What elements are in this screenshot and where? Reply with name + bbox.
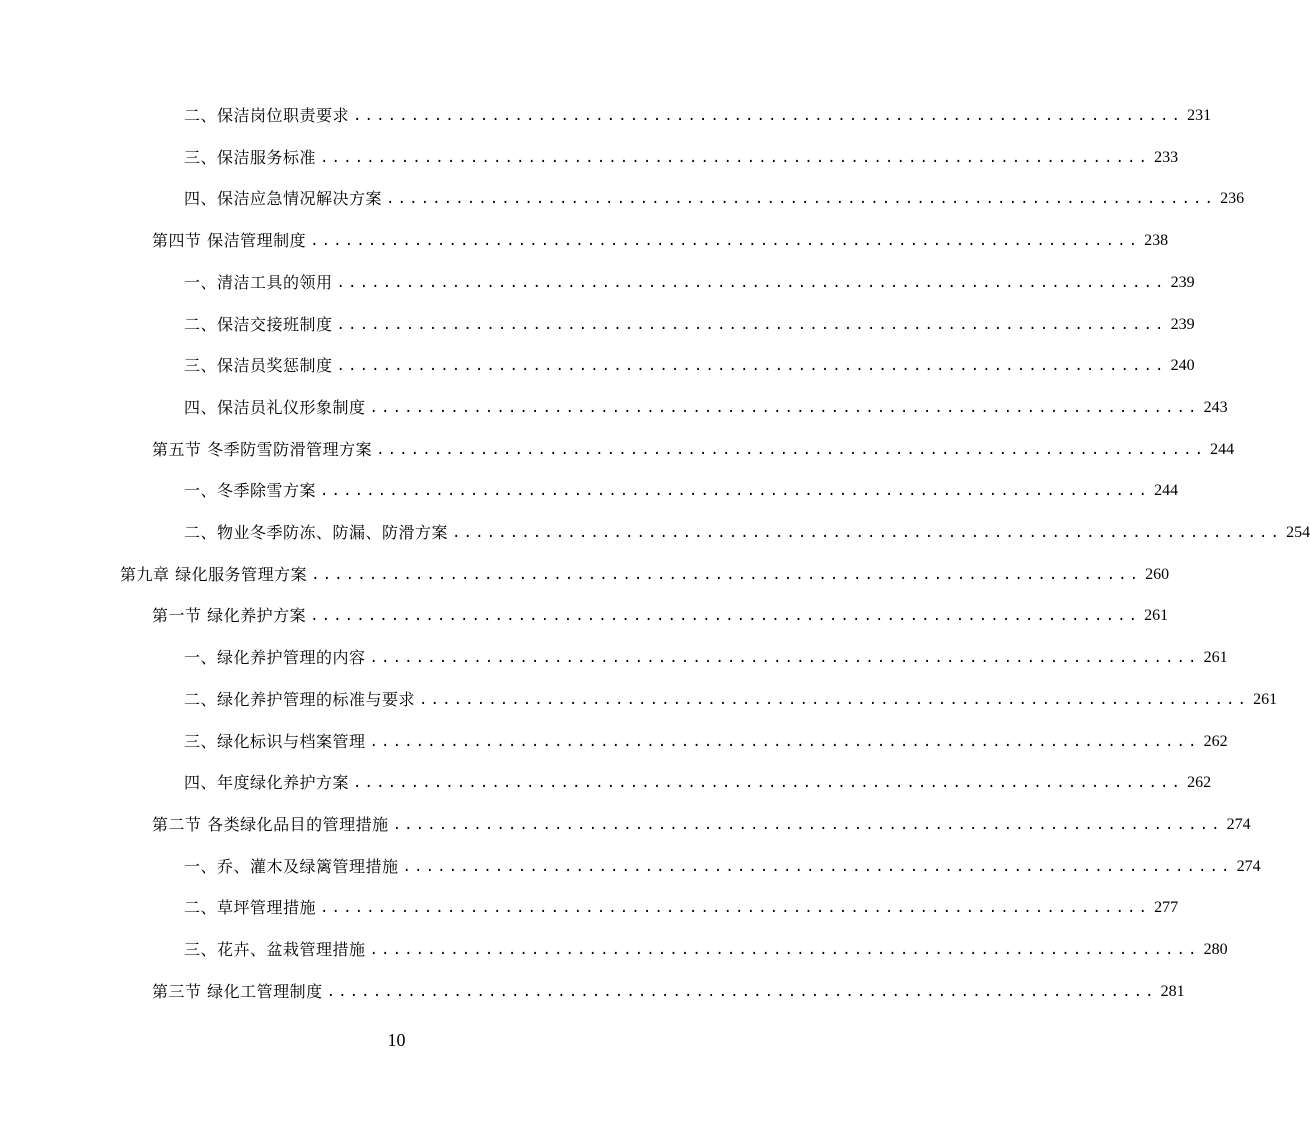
dot-leader: ........................................................................ bbox=[320, 483, 1151, 500]
toc-entry-title: 第四节 保洁管理制度 bbox=[152, 231, 307, 251]
toc-entry-title: 第五节 冬季防雪防滑管理方案 bbox=[152, 439, 373, 459]
dot-leader: ........................................................................ bbox=[419, 691, 1250, 708]
page-number: 10 bbox=[387, 1030, 406, 1050]
toc-entry-title: 第一节 绿化养护方案 bbox=[152, 606, 307, 626]
toc-entry-page: 239 bbox=[1170, 315, 1195, 333]
toc-entry-page: 280 bbox=[1203, 941, 1228, 958]
toc-entry-page: 233 bbox=[1154, 148, 1179, 166]
toc-entry-title: 三、保洁服务标准 bbox=[184, 147, 317, 167]
toc-entry[interactable] bbox=[184, 388, 1228, 428]
toc-entry-title: 三、花卉、盆栽管理措施 bbox=[184, 940, 366, 959]
dot-leader: ........................................................................ bbox=[311, 566, 1142, 583]
toc-entry-page: 244 bbox=[1210, 440, 1235, 458]
toc-entry-page: 244 bbox=[1154, 482, 1179, 500]
toc-entry-page: 274 bbox=[1226, 815, 1251, 833]
toc-entry[interactable] bbox=[184, 346, 1195, 386]
toc-entry-page: 262 bbox=[1203, 732, 1228, 750]
toc-entry-title: 二、物业冬季防冻、防漏、防滑方案 bbox=[184, 523, 449, 542]
dot-leader: ........................................................................ bbox=[392, 816, 1223, 833]
toc-entry-page: 239 bbox=[1170, 273, 1195, 291]
toc-entry-title: 二、绿化养护管理的标准与要求 bbox=[184, 689, 416, 709]
toc-entry[interactable] bbox=[184, 513, 1310, 553]
toc-entry-title: 第九章 绿化服务管理方案 bbox=[120, 564, 308, 584]
toc-entry-title: 四、年度绿化养护方案 bbox=[184, 773, 350, 793]
toc-entry-title: 四、保洁应急情况解决方案 bbox=[184, 189, 383, 209]
dot-leader: ........................................................................ bbox=[326, 983, 1157, 1000]
toc-entry[interactable] bbox=[184, 680, 1278, 720]
toc-entry-page: 231 bbox=[1187, 107, 1212, 124]
toc-entry[interactable] bbox=[184, 179, 1245, 219]
toc-entry[interactable] bbox=[152, 805, 1251, 845]
dot-leader: ........................................................................ bbox=[310, 233, 1141, 250]
dot-leader: ........................................................................ bbox=[386, 191, 1217, 208]
toc-entry[interactable] bbox=[184, 722, 1228, 762]
toc-entry-title: 三、绿化标识与档案管理 bbox=[184, 731, 366, 751]
toc-entry[interactable] bbox=[184, 638, 1228, 678]
dot-leader: ........................................................................ bbox=[369, 733, 1200, 750]
toc-entry-title: 一、绿化养护管理的内容 bbox=[184, 648, 366, 668]
toc-entry-title: 第三节 绿化工管理制度 bbox=[152, 981, 323, 1001]
dot-leader: ........................................................................ bbox=[353, 775, 1184, 792]
dot-leader: ........................................................................ bbox=[336, 274, 1167, 291]
toc-entry-title: 第二节 各类绿化品目的管理措施 bbox=[152, 814, 389, 834]
toc-entry[interactable] bbox=[152, 221, 1169, 261]
toc-entry-page: 277 bbox=[1154, 899, 1179, 917]
toc-entry[interactable] bbox=[152, 430, 1235, 470]
toc-entry-title: 二、草坪管理措施 bbox=[184, 898, 317, 918]
dot-leader: ........................................................................ bbox=[336, 358, 1167, 375]
toc-entry-page: 261 bbox=[1203, 649, 1228, 667]
toc-entry-page: 261 bbox=[1144, 607, 1169, 625]
toc-entry-page: 261 bbox=[1253, 690, 1278, 708]
dot-leader: ........................................................................ bbox=[310, 608, 1141, 625]
toc-entry-title: 二、保洁交接班制度 bbox=[184, 314, 333, 334]
toc-entry-title: 一、清洁工具的领用 bbox=[184, 272, 333, 292]
toc-entry-page: 254 bbox=[1286, 524, 1310, 541]
toc-entry-title: 二、保洁岗位职责要求 bbox=[184, 106, 350, 125]
dot-leader: ........................................................................ bbox=[336, 316, 1167, 333]
toc-entry[interactable] bbox=[184, 263, 1195, 303]
toc-entry-page: 243 bbox=[1203, 398, 1228, 416]
dot-leader: ........................................................................ bbox=[320, 900, 1151, 917]
dot-leader: ........................................................................ bbox=[369, 942, 1200, 958]
toc-entry-page: 236 bbox=[1220, 190, 1245, 208]
toc-entry-page: 262 bbox=[1187, 774, 1212, 792]
toc-entry[interactable] bbox=[184, 930, 1228, 970]
dot-leader: ........................................................................ bbox=[402, 858, 1233, 875]
toc-entry[interactable] bbox=[152, 596, 1169, 636]
toc-entry[interactable] bbox=[152, 972, 1185, 1012]
toc-entry[interactable] bbox=[184, 888, 1179, 928]
toc-entry[interactable] bbox=[184, 763, 1212, 803]
toc-entry-title: 一、冬季除雪方案 bbox=[184, 481, 317, 501]
toc-entry-title: 一、乔、灌木及绿篱管理措施 bbox=[184, 856, 399, 876]
toc-entry-page: 240 bbox=[1170, 357, 1195, 375]
dot-leader: ........................................................................ bbox=[320, 149, 1151, 166]
toc-entry-page: 274 bbox=[1236, 857, 1261, 875]
toc-entry[interactable] bbox=[184, 305, 1195, 345]
toc-entry-page: 260 bbox=[1145, 565, 1170, 583]
toc-entry[interactable] bbox=[184, 847, 1261, 887]
toc-entry[interactable] bbox=[184, 96, 1212, 136]
toc-entry-page: 281 bbox=[1160, 982, 1185, 1000]
dot-leader: ........................................................................ bbox=[369, 399, 1200, 416]
dot-leader: ........................................................................ bbox=[376, 441, 1207, 458]
toc-entry-title: 四、保洁员礼仪形象制度 bbox=[184, 397, 366, 417]
toc-entry[interactable] bbox=[184, 471, 1179, 511]
dot-leader: ........................................................................ bbox=[353, 108, 1184, 124]
toc-entry-title: 三、保洁员奖惩制度 bbox=[184, 356, 333, 376]
toc-entry[interactable] bbox=[120, 555, 1170, 595]
toc-entry[interactable] bbox=[184, 138, 1179, 178]
dot-leader: ........................................................................ bbox=[369, 650, 1200, 667]
dot-leader: ........................................................................ bbox=[452, 525, 1283, 541]
toc-entry-page: 238 bbox=[1144, 232, 1169, 250]
